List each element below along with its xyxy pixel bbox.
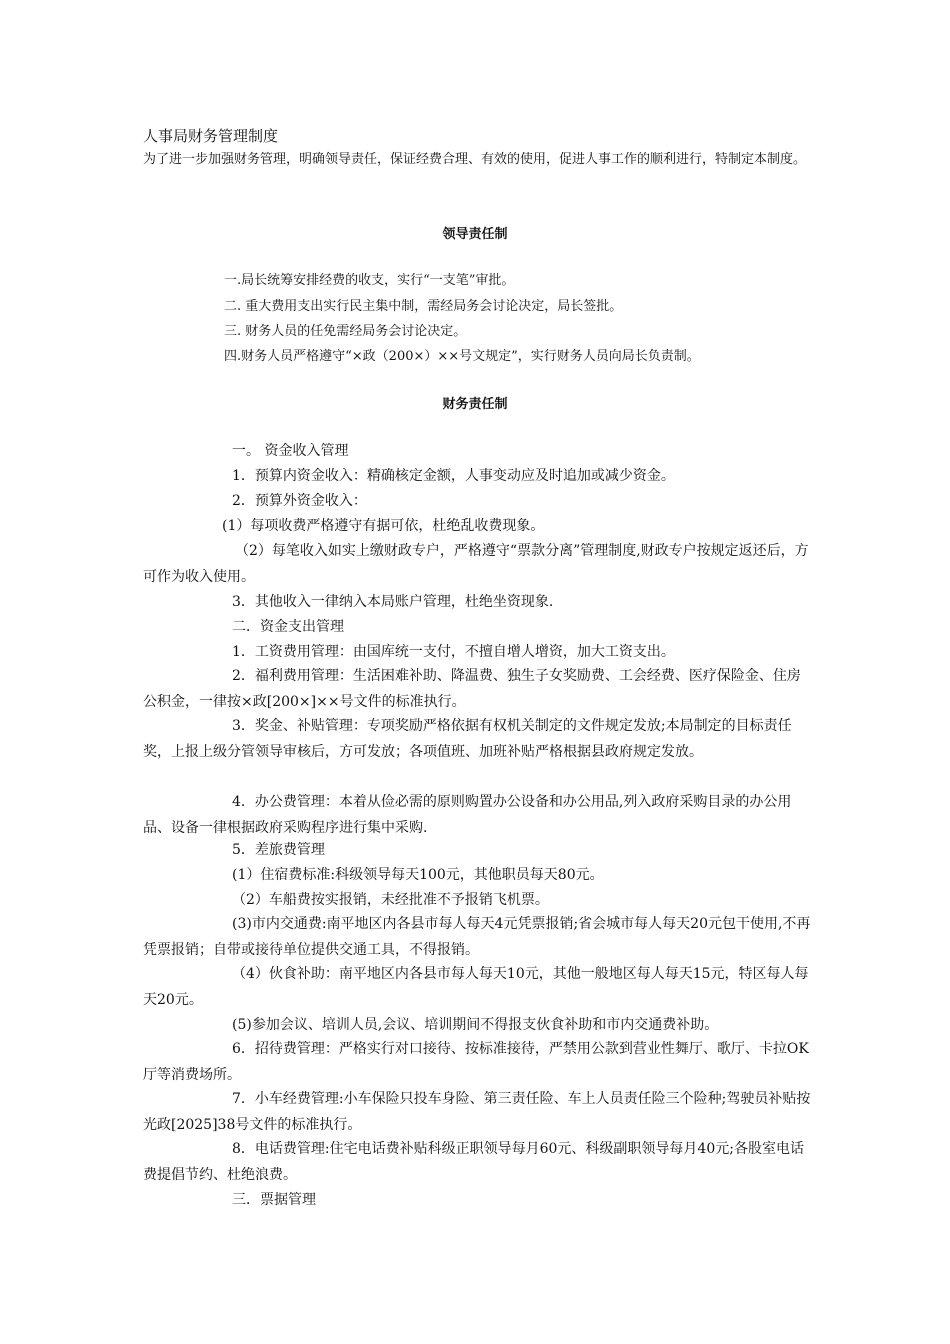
bills-section-title: 三．票据管理 (232, 1192, 316, 1208)
expense-item-7: 7．小车经费管理:小车保险只投车身险、第三责任险、车上人员责任险三个险种;驾驶员补贴按光政[2025]38号文件的标准执行。 (143, 1091, 811, 1133)
income-item-2: 2．预算外资金收入： (232, 493, 367, 509)
expense-item-4: 4．办公费管理：本着从俭必需的原则购置办公设备和办公用品,列入政府采购目录的办公用品、设备一律根据政府采购程序进行集中采购. (143, 794, 792, 836)
expense-item-5-sub-5: (5)参加会议、培训人员,会议、培训期间不得报支伙食补助和市内交通费补助。 (232, 1017, 719, 1033)
intro-paragraph: 为了进一步加强财务管理，明确领导责任，保证经费合理、有效的使用，促进人事工作的顺利进行，特制定本制度。 (143, 152, 807, 167)
expense-item-6: 6．招待费管理：严格实行对口接待、按标准接待，严禁用公款到营业性舞厅、歌厅、卡拉OK厅等消费场所。 (143, 1041, 809, 1083)
document-title: 人事局财务管理制度 (143, 127, 279, 145)
expense-item-5: 5．差旅费管理 (232, 842, 325, 858)
section-heading-leadership: 领导责任制 (442, 227, 508, 242)
section-heading-finance: 财务责任制 (442, 397, 508, 412)
leadership-item-4: 四.财务人员严格遵守“×政（200×）××号文规定”，实行财务人员向局长负责制。 (224, 349, 700, 364)
leadership-item-2: 二. 重大费用支出实行民主集中制，需经局务会讨论决定，局长签批。 (224, 299, 623, 314)
income-item-1: 1．预算内资金收入：精确核定金额，人事变动应及时追加或减少资金。 (232, 468, 675, 484)
income-item-2-sub-1: (1）每项收费严格遵守有据可依，杜绝乱收费现象。 (222, 518, 545, 534)
expense-item-3: 3．奖金、补贴管理：专项奖励严格依据有权机关制定的文件规定发放;本局制定的目标责任奖，上报上级分管领导审核后，方可发放；各项值班、加班补贴严格根据县政府规定发放。 (143, 718, 792, 760)
expense-item-2: 2．福利费用管理：生活困难补助、降温费、独生子女奖励费、工会经费、医疗保险金、住房公积金，一律按×政[200×]××号文件的标准执行。 (143, 668, 801, 710)
leadership-item-1: 一.局长统筹安排经费的收支，实行“一支笔”审批。 (224, 273, 515, 288)
income-item-2-sub-2: （2）每笔收入如实上缴财政专户，严格遵守“票款分离”管理制度,财政专户按规定返还后，方可作为收入使用。 (143, 543, 809, 585)
income-item-3: 3．其他收入一律纳入本局账户管理，杜绝坐资现象. (232, 594, 554, 610)
expense-item-5-sub-2: （2）车船费按实报销，未经批准不予报销飞机票。 (232, 892, 549, 908)
expense-item-5-sub-1: (1）住宿费标准:科级领导每天100元，其他职员每天80元。 (232, 867, 604, 883)
leadership-item-3: 三. 财务人员的任免需经局务会讨论决定。 (224, 324, 467, 339)
expense-section-title: 二．资金支出管理 (232, 619, 344, 635)
income-section-title: 一。 资金收入管理 (232, 443, 349, 459)
expense-item-1: 1．工资费用管理：由国库统一支付，不擅自增人增资，加大工资支出。 (232, 644, 675, 660)
expense-item-5-sub-4: （4）伙食补助：南平地区内各县市每人每天10元，其他一般地区每人每天15元，特区每人每天20元。 (143, 966, 809, 1008)
expense-item-8: 8．电话费管理:住宅电话费补贴科级正职领导每月60元、科级副职领导每月40元;各股室电话费提倡节约、杜绝浪费。 (143, 1141, 804, 1183)
expense-item-5-sub-3: (3)市内交通费:南平地区内各县市每人每天4元凭票报销;省会城市每人每天20元包干使用,不再凭票报销；自带或接待单位提供交通工具，不得报销。 (143, 916, 811, 958)
